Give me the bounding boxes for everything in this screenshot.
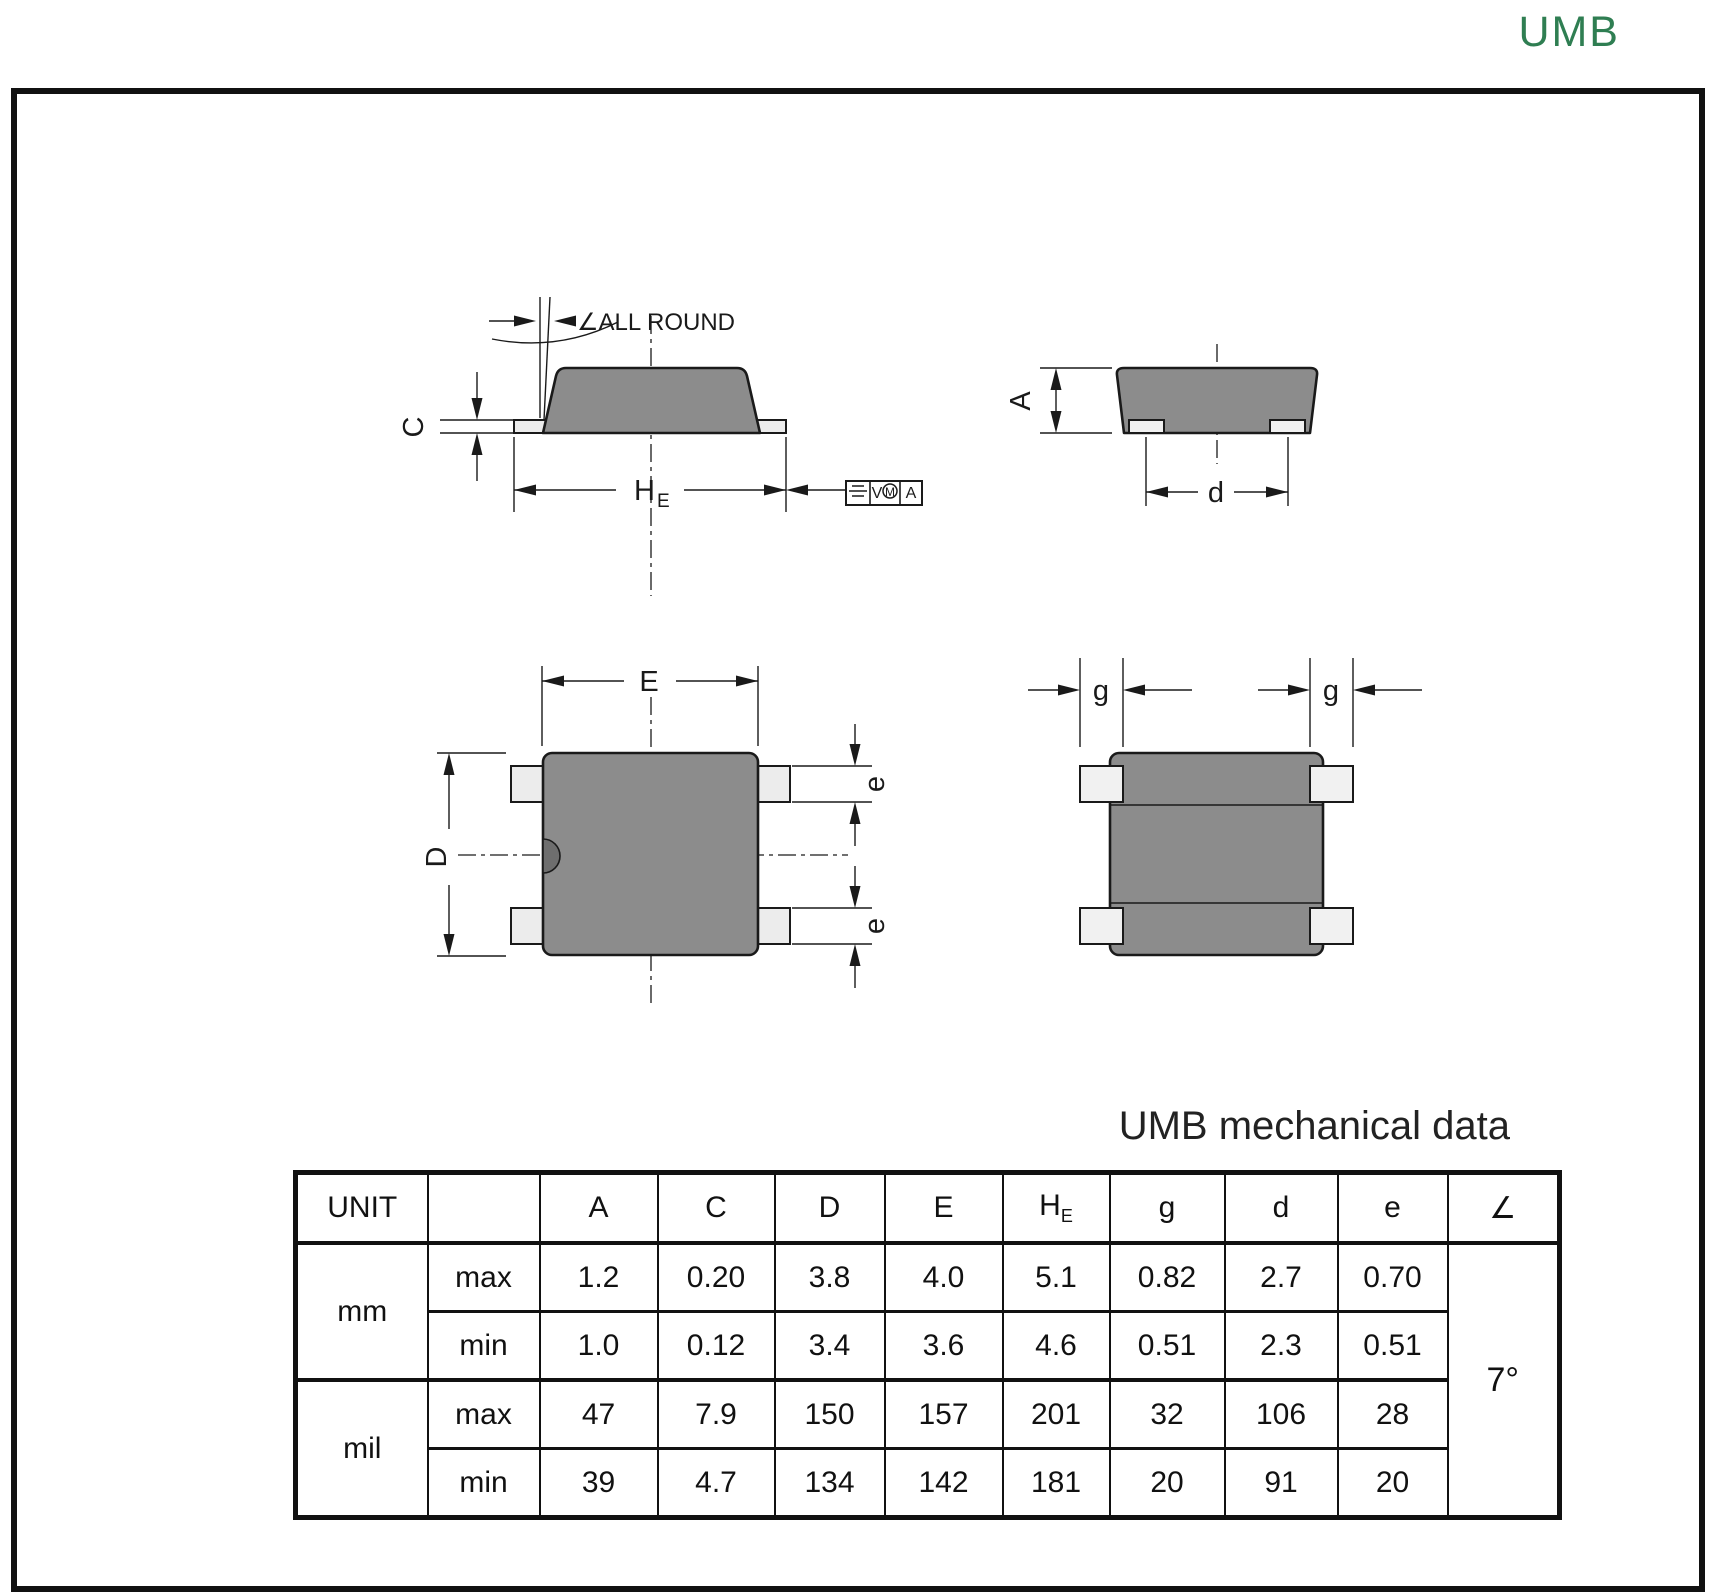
row-label: max bbox=[428, 1243, 540, 1312]
arrowhead bbox=[1051, 368, 1062, 390]
value-cell: 28 bbox=[1338, 1380, 1448, 1449]
table-row-mil-min bbox=[296, 1449, 1560, 1518]
value-cell: 150 bbox=[775, 1380, 885, 1449]
value-cell: 0.20 bbox=[658, 1243, 775, 1312]
dim-label-g: g bbox=[1322, 675, 1340, 707]
value-cell: 1.2 bbox=[540, 1243, 658, 1312]
arrowhead bbox=[444, 934, 455, 956]
dim-label-e-lead: e bbox=[859, 917, 891, 935]
value-cell: 91 bbox=[1225, 1449, 1338, 1518]
value-cell: 4.6 bbox=[1003, 1312, 1110, 1381]
value-cell: 0.51 bbox=[1110, 1312, 1225, 1381]
arrowhead bbox=[786, 485, 808, 496]
value-cell: 5.1 bbox=[1003, 1243, 1110, 1312]
lead-top-left bbox=[511, 766, 545, 802]
header-col-angle: ∠ bbox=[1448, 1173, 1560, 1244]
value-cell: 32 bbox=[1110, 1380, 1225, 1449]
all-round-label: ∠ALL ROUND bbox=[577, 309, 735, 336]
value-cell: 3.6 bbox=[885, 1312, 1003, 1381]
arrowhead bbox=[444, 753, 455, 775]
dim-label-e: E bbox=[639, 666, 659, 698]
arrowhead bbox=[1051, 411, 1062, 433]
lead-foot-right bbox=[1270, 420, 1305, 433]
unit-cell-mm: mm bbox=[296, 1243, 428, 1380]
angle-value-cell: 7° bbox=[1448, 1243, 1560, 1518]
value-cell: 142 bbox=[885, 1449, 1003, 1518]
arrowhead bbox=[850, 886, 861, 908]
arrowhead bbox=[554, 316, 576, 327]
dim-label-g: g bbox=[1092, 675, 1110, 707]
dim-label-a: A bbox=[1005, 391, 1037, 411]
dimension-g-right bbox=[1258, 658, 1422, 747]
arrowhead bbox=[1058, 685, 1080, 696]
arrowhead bbox=[1123, 685, 1145, 696]
arrowhead bbox=[1146, 487, 1168, 498]
pad-top-left bbox=[1080, 766, 1123, 802]
arrowhead bbox=[736, 676, 758, 687]
lead-top-right bbox=[756, 766, 790, 802]
lead-bottom-left bbox=[511, 908, 545, 944]
header-col-e: E bbox=[885, 1173, 1003, 1244]
dim-label-d: D bbox=[421, 846, 453, 868]
value-cell: 1.0 bbox=[540, 1312, 658, 1381]
arrowhead bbox=[1266, 487, 1288, 498]
value-cell: 39 bbox=[540, 1449, 658, 1518]
arrowhead bbox=[542, 676, 564, 687]
package-body bbox=[543, 368, 760, 433]
header-col-a: A bbox=[540, 1173, 658, 1244]
material-condition-letter: M bbox=[885, 485, 895, 499]
arrowhead bbox=[472, 398, 483, 420]
lead-foot-left bbox=[1129, 420, 1164, 433]
table-title: UMB mechanical data bbox=[1118, 1104, 1510, 1148]
row-label: min bbox=[428, 1312, 540, 1381]
table-row-mm-max bbox=[296, 1243, 1560, 1312]
dim-label-c: C bbox=[398, 416, 430, 438]
bottom-view bbox=[1028, 658, 1422, 955]
header-unit: UNIT bbox=[296, 1173, 428, 1244]
value-cell: 4.7 bbox=[658, 1449, 775, 1518]
dimension-he bbox=[514, 437, 846, 512]
value-cell: 0.51 bbox=[1338, 1312, 1448, 1381]
table-header-row bbox=[296, 1173, 1560, 1244]
value-cell: 0.70 bbox=[1338, 1243, 1448, 1312]
arrowhead bbox=[514, 316, 536, 327]
arrowhead bbox=[1288, 685, 1310, 696]
dim-label-d: d bbox=[1207, 477, 1225, 509]
arrowhead bbox=[1353, 685, 1375, 696]
lead-bottom-right bbox=[756, 908, 790, 944]
arrowhead bbox=[850, 744, 861, 766]
value-cell: 2.3 bbox=[1225, 1312, 1338, 1381]
he-main: H bbox=[1039, 1189, 1061, 1222]
top-view bbox=[421, 666, 891, 1006]
arrowhead bbox=[850, 944, 861, 966]
header-col-d: D bbox=[775, 1173, 885, 1244]
value-cell: 0.82 bbox=[1110, 1243, 1225, 1312]
header-col-e-small: e bbox=[1338, 1173, 1448, 1244]
value-cell: 20 bbox=[1110, 1449, 1225, 1518]
tolerance-value-letter: V bbox=[871, 485, 883, 502]
header-col-he bbox=[1003, 1173, 1110, 1244]
arrowhead bbox=[764, 485, 786, 496]
dimension-g-left bbox=[1028, 658, 1192, 747]
header-col-g: g bbox=[1110, 1173, 1225, 1244]
value-cell: 3.4 bbox=[775, 1312, 885, 1381]
side-view-end bbox=[1005, 344, 1317, 509]
value-cell: 181 bbox=[1003, 1449, 1110, 1518]
dim-label-he: H bbox=[634, 475, 655, 507]
value-cell: 20 bbox=[1338, 1449, 1448, 1518]
unit-cell-mil: mil bbox=[296, 1380, 428, 1518]
pad-bottom-right bbox=[1310, 908, 1353, 944]
value-cell: 47 bbox=[540, 1380, 658, 1449]
package-body bbox=[1110, 753, 1323, 955]
table-row-mil-max bbox=[296, 1380, 1560, 1449]
table-row-mm-min bbox=[296, 1312, 1560, 1381]
dim-label-he-sub: E bbox=[657, 491, 670, 512]
dimension-e-lead-top bbox=[792, 724, 891, 846]
arrowhead bbox=[514, 485, 536, 496]
header-col-d-small: d bbox=[1225, 1173, 1338, 1244]
value-cell: 106 bbox=[1225, 1380, 1338, 1449]
row-label: min bbox=[428, 1449, 540, 1518]
arrowhead bbox=[850, 802, 861, 824]
row-label: max bbox=[428, 1380, 540, 1449]
value-cell: 2.7 bbox=[1225, 1243, 1338, 1312]
value-cell: 3.8 bbox=[775, 1243, 885, 1312]
ext-line bbox=[440, 420, 514, 433]
package-body bbox=[543, 753, 758, 955]
page-title: UMB bbox=[1518, 8, 1620, 56]
value-cell: 0.12 bbox=[658, 1312, 775, 1381]
he-sub: E bbox=[1060, 1206, 1073, 1226]
dimension-a bbox=[1005, 368, 1112, 433]
arrowhead bbox=[472, 433, 483, 455]
value-cell: 4.0 bbox=[885, 1243, 1003, 1312]
value-cell: 7.9 bbox=[658, 1380, 775, 1449]
value-cell: 157 bbox=[885, 1380, 1003, 1449]
pad-top-right bbox=[1310, 766, 1353, 802]
ext-line bbox=[1040, 368, 1112, 433]
tolerance-frame bbox=[846, 481, 922, 505]
mechanical-data-table bbox=[293, 1170, 1562, 1520]
dim-label-e-lead: e bbox=[859, 775, 891, 793]
value-cell: 134 bbox=[775, 1449, 885, 1518]
dimension-e-body bbox=[542, 666, 758, 746]
side-view-front bbox=[398, 297, 922, 596]
datum-letter: A bbox=[905, 485, 917, 502]
header-col-c: C bbox=[658, 1173, 775, 1244]
header-blank bbox=[428, 1173, 540, 1244]
pad-bottom-left bbox=[1080, 908, 1123, 944]
dimension-e-lead-bottom bbox=[792, 866, 891, 988]
value-cell: 201 bbox=[1003, 1380, 1110, 1449]
dimension-c bbox=[398, 372, 514, 481]
